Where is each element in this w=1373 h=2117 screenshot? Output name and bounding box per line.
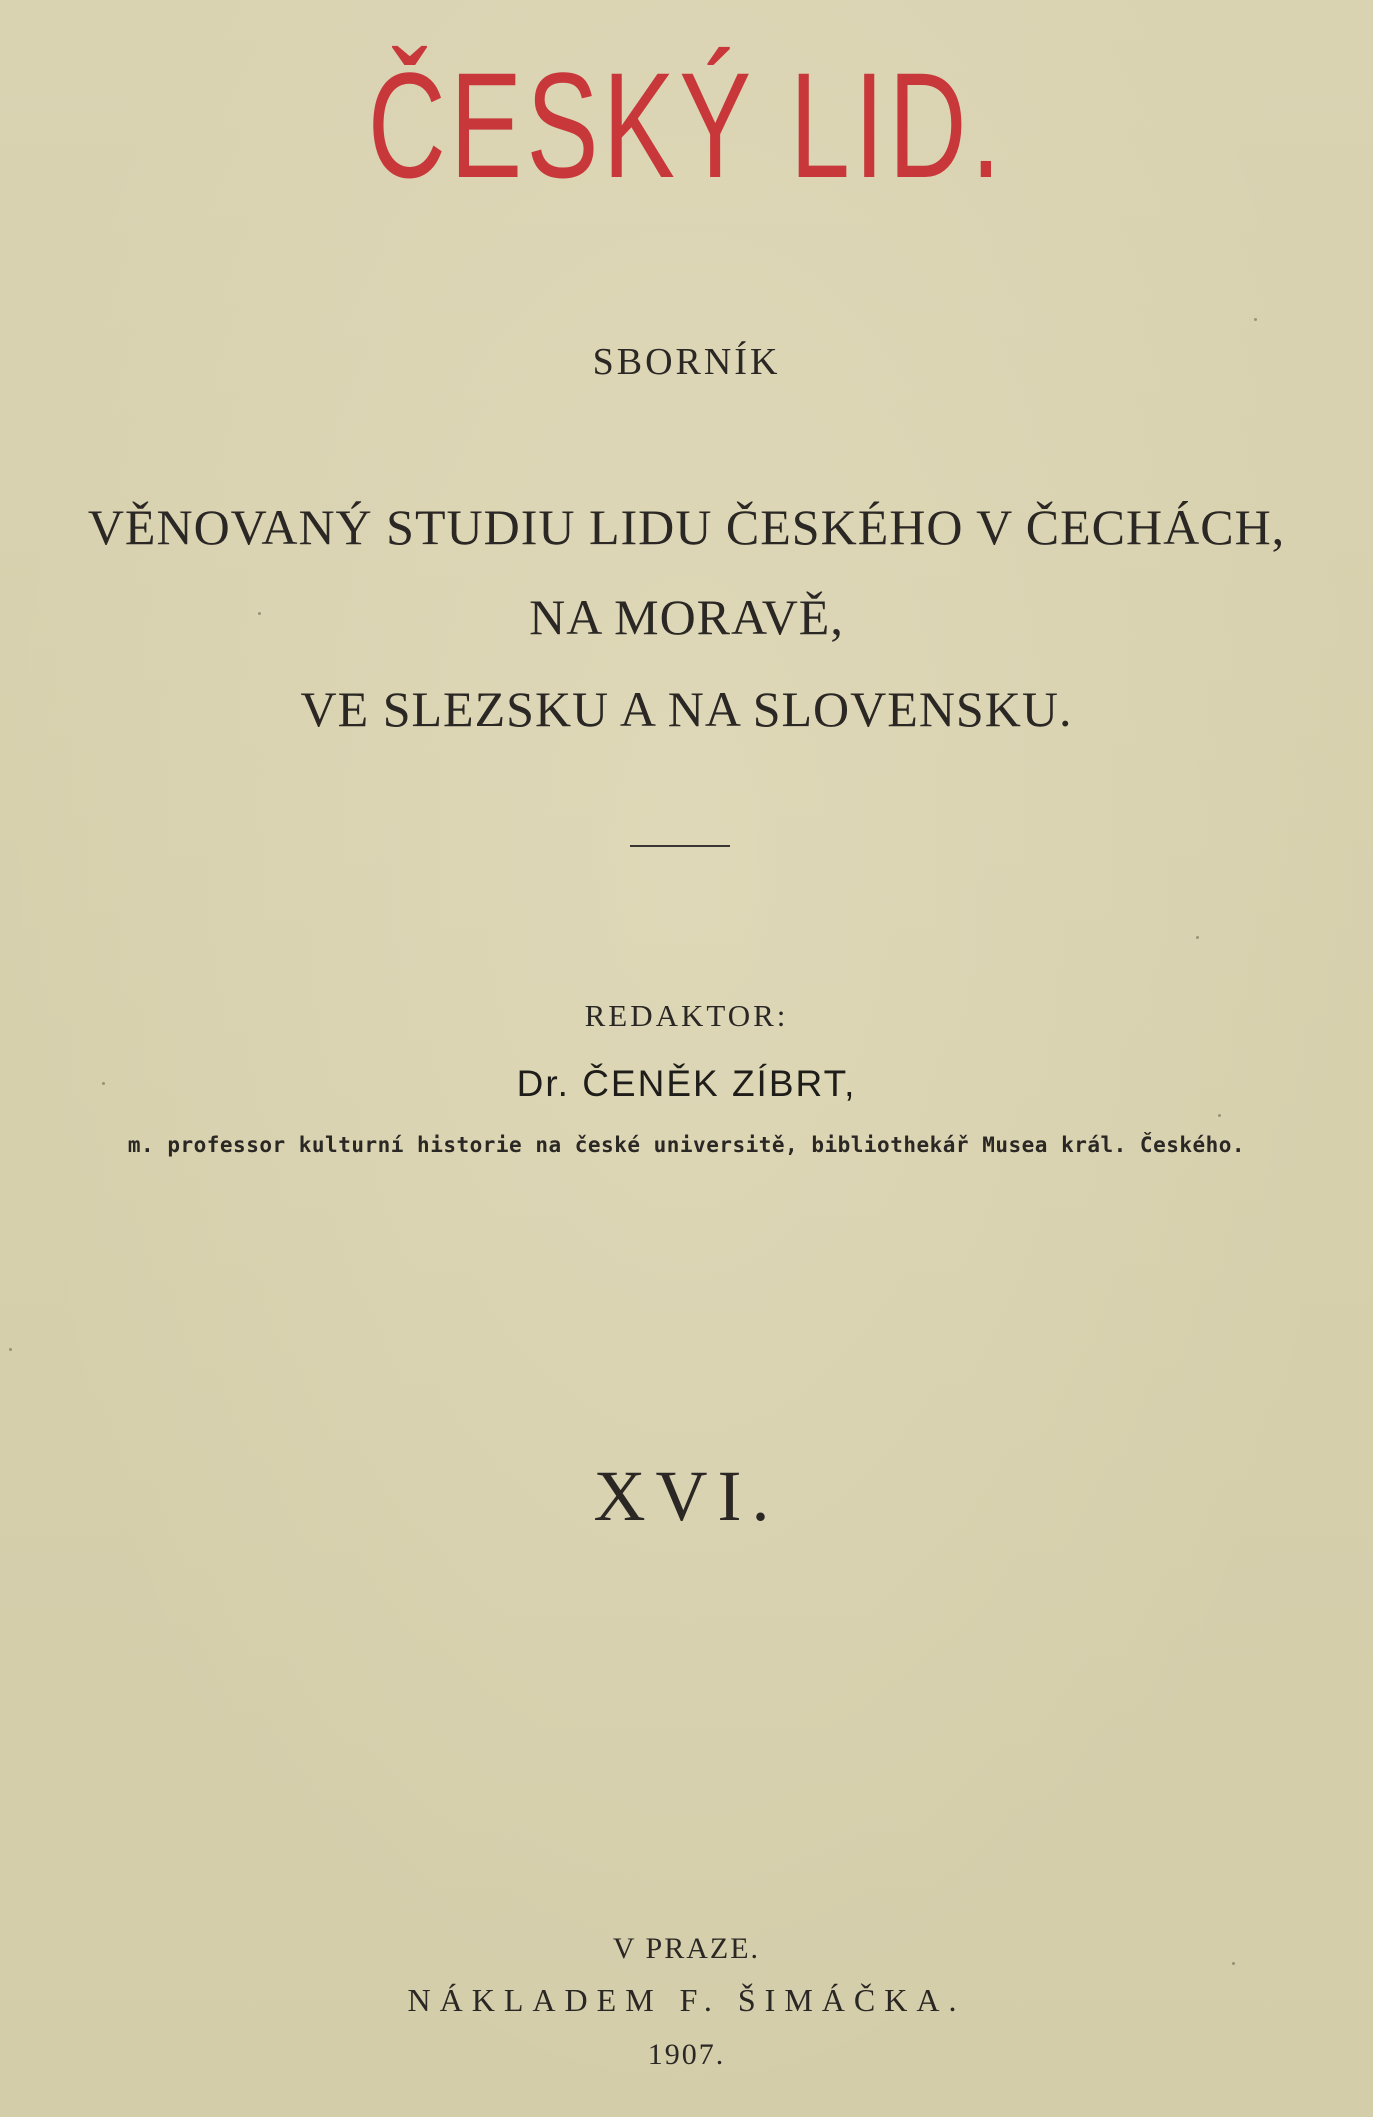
paper-speck [258, 612, 261, 615]
publication-place: V PRAZE. [612, 1932, 761, 1965]
dedication-line-2: NA MORAVĚ, [529, 589, 844, 645]
subtitle: SBORNÍK [592, 341, 781, 383]
dedication-line-1: VĚNOVANÝ STUDIU LIDU ČESKÉHO V ČECHÁCH, [87, 499, 1286, 555]
paper-speck [1196, 936, 1199, 939]
editor-name: Dr. ČENĚK ZÍBRT, [516, 1063, 857, 1104]
volume-number: XVI. [593, 1456, 780, 1536]
publication-year: 1907. [647, 2038, 726, 2071]
paper-speck [9, 1348, 12, 1351]
journal-title: ČESKÝ LID. [367, 41, 1006, 209]
paper-speck [1254, 318, 1257, 321]
dedication-line-3: VE SLEZSKU A NA SLOVENSKU. [300, 681, 1073, 737]
paper-speck [1232, 1962, 1235, 1965]
editor-label: REDAKTOR: [584, 998, 789, 1033]
editor-role: m. professor kulturní historie na české universitě, bibliothekář Musea král. Českého. [127, 1133, 1246, 1157]
paper-speck [1218, 1114, 1221, 1117]
paper-speck [102, 1082, 105, 1085]
publisher: NÁKLADEM F. ŠIMÁČKA. [407, 1982, 966, 2018]
divider-rule [630, 845, 730, 847]
